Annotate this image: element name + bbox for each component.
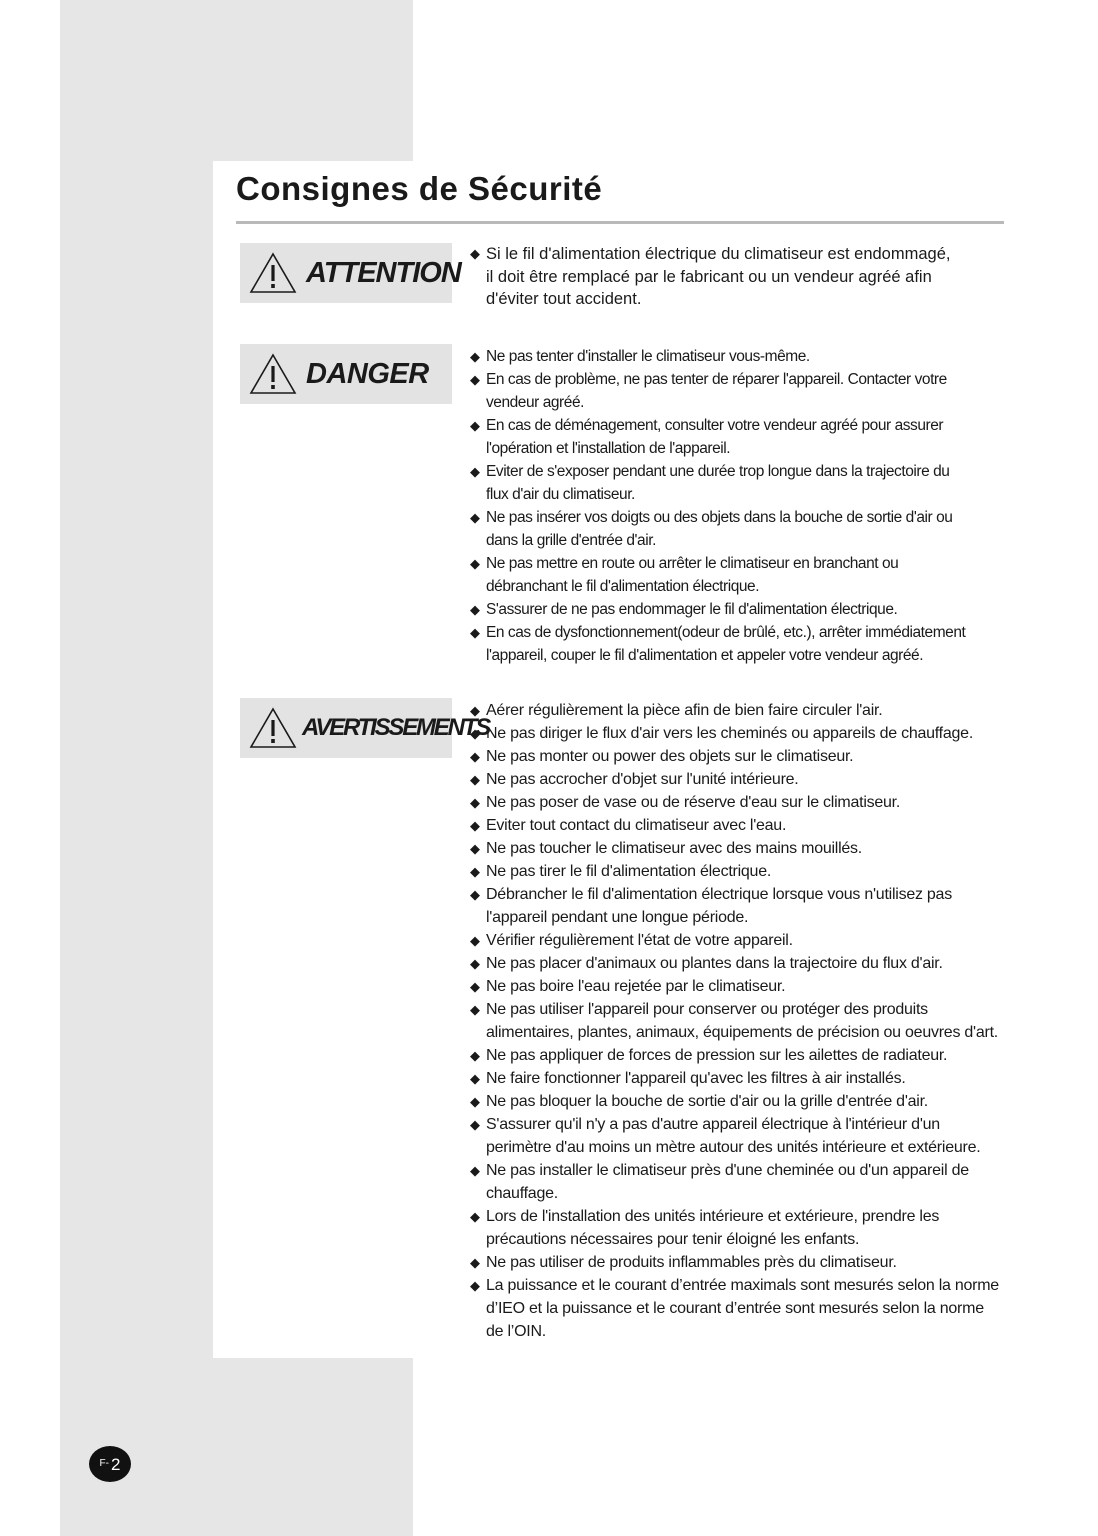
list-item (470, 1251, 1050, 1274)
list-item (470, 1113, 1050, 1159)
list-item (470, 699, 1050, 722)
list-item (470, 598, 1050, 621)
list-item (470, 414, 1050, 460)
warning-triangle-icon (248, 706, 298, 750)
attention-label: ATTENTION (306, 257, 461, 289)
list-item (470, 883, 1050, 929)
list-item (470, 460, 1050, 506)
list-item (470, 929, 1050, 952)
list-item-text: Ne pas utiliser l'appareil pour conserver ou protéger des produits alimentaires, plantes, animaux, équipements de précision ou oeuvres d'art. (486, 1001, 998, 1041)
list-item-text: La puissance et le courant d’entrée maximals sont mesurés selon la norme d’IEO et la puissance et le courant d’entrée sont mesurés selon la norme de l’OIN. (486, 1277, 999, 1340)
list-item-text: Ne pas appliquer de forces de pression sur les ailettes de radiateur. (486, 1047, 948, 1064)
list-item-text: Ne pas mettre en route ou arrêter le climatiseur en branchant ou débranchant le fil d'alimentation électrique. (486, 555, 899, 595)
list-item-text: Ne pas placer d'animaux ou plantes dans la trajectoire du flux d'air. (486, 955, 943, 972)
list-item (470, 1044, 1050, 1067)
list-item (470, 768, 1050, 791)
page-number-prefix: F- (99, 1458, 109, 1469)
list-item (470, 368, 1050, 414)
list-item-text: Ne pas accrocher d'objet sur l'unité intérieure. (486, 771, 799, 788)
list-item (470, 791, 1050, 814)
list-item (470, 860, 1050, 883)
list-item (470, 1205, 1050, 1251)
list-item-text: Ne pas installer le climatiseur près d'une cheminée ou d'un appareil de chauffage. (486, 1162, 969, 1202)
list-item (470, 506, 1050, 552)
warning-triangle-icon (248, 352, 298, 396)
list-item-text: Ne pas poser de vase ou de réserve d'eau sur le climatiseur. (486, 794, 901, 811)
list-item (470, 745, 1050, 768)
danger-badge (240, 344, 452, 404)
list-item (470, 1067, 1050, 1090)
list-item (470, 837, 1050, 860)
list-item-text: En cas de déménagement, consulter votre vendeur agréé pour assurer l'opération et l'installation de l'appareil. (486, 417, 944, 457)
list-item (470, 1274, 1050, 1343)
list-item (470, 243, 1050, 311)
attention-badge (240, 243, 461, 303)
list-item-text: Ne faire fonctionner l'appareil qu'avec les filtres à air installés. (486, 1070, 906, 1087)
list-item-text: Ne pas tirer le fil d'alimentation électrique. (486, 863, 772, 880)
attention-list (470, 243, 1050, 311)
warning-triangle-icon (248, 251, 298, 295)
list-item-text: Eviter tout contact du climatiseur avec l'eau. (486, 817, 787, 834)
list-item (470, 552, 1050, 598)
avertissements-label: AVERTISSEMENTS (302, 714, 490, 741)
list-item-text: Ne pas boire l'eau rejetée par le climatiseur. (486, 978, 786, 995)
list-item-text: Ne pas insérer vos doigts ou des objets dans la bouche de sortie d'air ou dans la grille d'entrée d'air. (486, 509, 953, 549)
list-item-text: Lors de l'installation des unités intérieure et extérieure, prendre les précautions nécessaires pour tenir éloigné les enfants. (486, 1208, 940, 1248)
list-item (470, 1159, 1050, 1205)
danger-list (470, 345, 1050, 667)
list-item-text: Aérer régulièrement la pièce afin de bien faire circuler l'air. (486, 702, 883, 719)
page-title: Consignes de Sécurité (236, 170, 603, 207)
list-item (470, 998, 1050, 1044)
list-item-text: Ne pas toucher le climatiseur avec des mains mouillés. (486, 840, 862, 857)
list-item-text: Ne pas utiliser de produits inflammables près du climatiseur. (486, 1254, 897, 1271)
list-item (470, 722, 1050, 745)
list-item (470, 621, 1050, 667)
list-item-text: Vérifier régulièrement l'état de votre appareil. (486, 932, 793, 949)
list-item (470, 975, 1050, 998)
page-number-badge (89, 1446, 131, 1482)
list-item-text: Ne pas diriger le flux d'air vers les cheminés ou appareils de chauffage. (486, 725, 974, 742)
list-item (470, 345, 1050, 368)
page-number: 2 (110, 1454, 121, 1474)
list-item-text: S'assurer de ne pas endommager le fil d'alimentation électrique. (486, 601, 898, 618)
list-item (470, 814, 1050, 837)
danger-label: DANGER (306, 358, 429, 390)
list-item-text: Eviter de s'exposer pendant une durée trop longue dans la trajectoire du flux d'air du climatiseur. (486, 463, 950, 503)
list-item-text: Ne pas tenter d'installer le climatiseur vous-même. (486, 348, 810, 365)
avertissements-list (470, 699, 1050, 1343)
list-item (470, 952, 1050, 975)
list-item-text: S'assurer qu'il n'y a pas d'autre appareil électrique à l'intérieur d'un perimètre d'au moins un mètre autour des unités intérieure et extérieure. (486, 1116, 981, 1156)
list-item-text: En cas de problème, ne pas tenter de réparer l'appareil. Contacter votre vendeur agréé. (486, 371, 947, 411)
list-item-text: Ne pas monter ou power des objets sur le climatiseur. (486, 748, 854, 765)
list-item-text: Ne pas bloquer la bouche de sortie d'air ou la grille d'entrée d'air. (486, 1093, 928, 1110)
title-divider (236, 221, 1004, 224)
list-item-text: En cas de dysfonctionnement(odeur de brûlé, etc.), arrêter immédiatement l'appareil, couper le fil d'alimentation et appeler votre vendeur agréé. (486, 624, 966, 664)
list-item-text: Débrancher le fil d'alimentation électrique lorsque vous n'utilisez pas l'appareil pendant une longue période. (486, 886, 952, 926)
list-item-text: Si le fil d'alimentation électrique du climatiseur est endommagé, il doit être remplacé par le fabricant ou un vendeur agréé afin d'éviter tout accident. (486, 245, 951, 308)
avertissements-badge (240, 698, 490, 758)
list-item (470, 1090, 1050, 1113)
